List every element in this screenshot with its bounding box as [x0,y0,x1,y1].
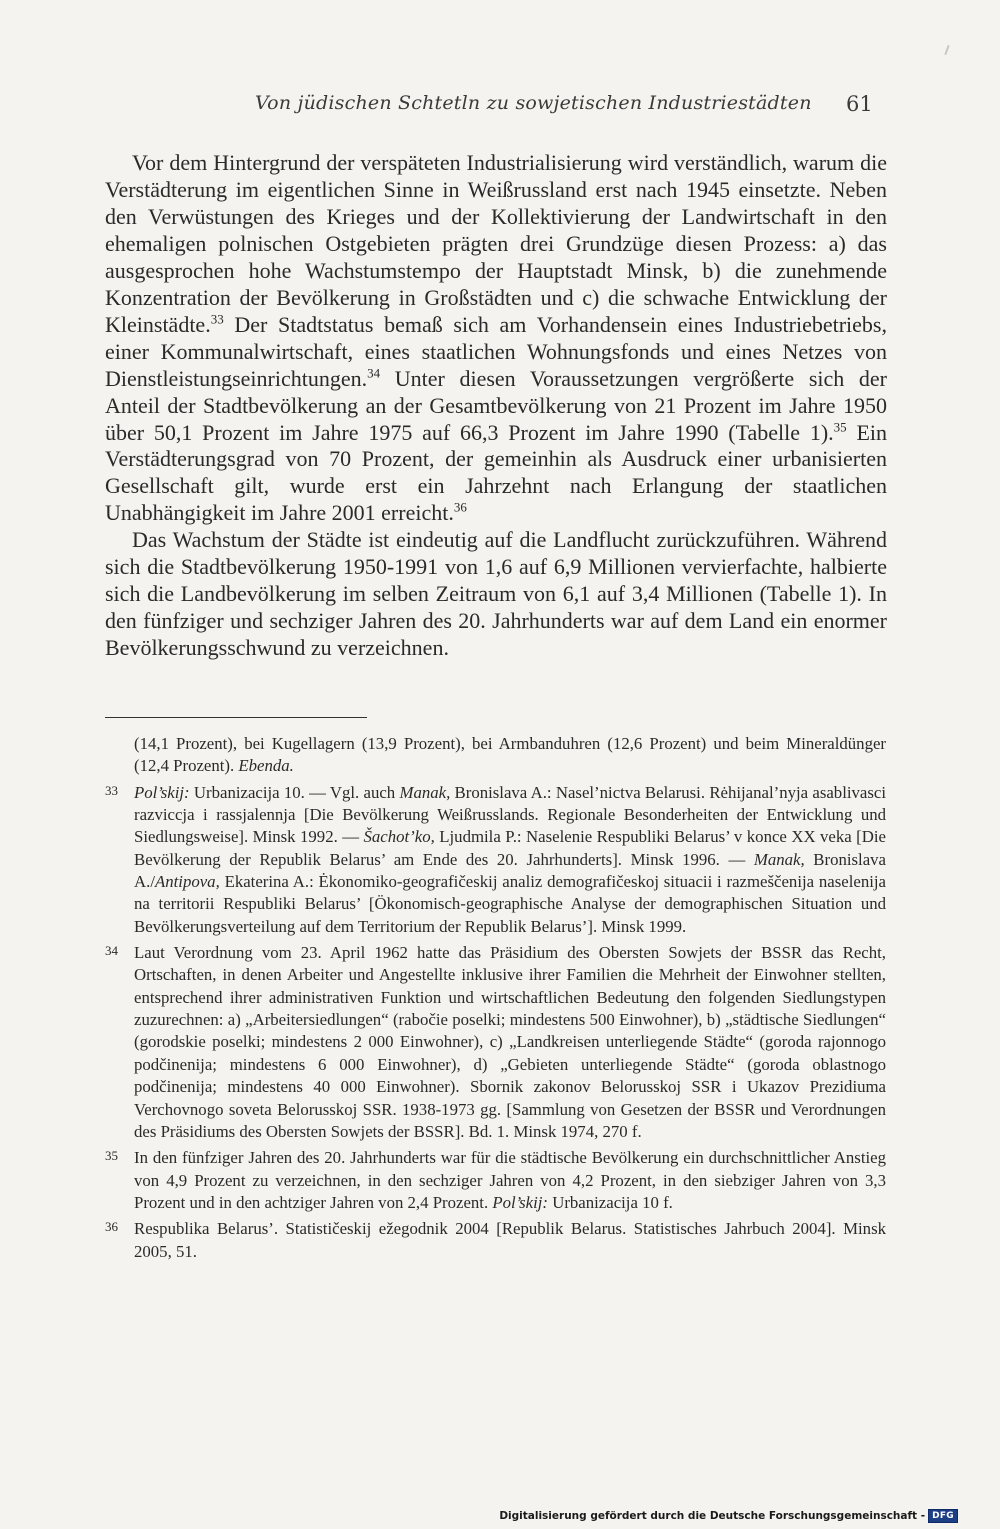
author-name: Antipova, [154,872,220,892]
footnote-ref[interactable]: 34 [367,365,381,381]
main-text [105,150,887,662]
paragraph [105,150,887,527]
footnote-divider [105,717,367,718]
paragraph-text: Unter diesen Voraussetzungen vergrößerte sich der Anteil der Stadtbevölkerung an der Gesamtbevölkerung von 21 Prozent im Jahre 1950 über 50,1 Prozent im Jahre 1975 auf 66,3 Prozent im Jahre 1990 (Tabelle 1). [105,365,887,445]
footnote-ref[interactable]: 35 [833,419,847,435]
author-name: Manak, [399,782,451,802]
footnote-text: Urbanizacija 10 f. [548,1192,673,1212]
footnote-number: 35 [105,1148,118,1164]
digitization-credit [499,1509,958,1523]
footnote-text: (14,1 Prozent), bei Kugellagern (13,9 Prozent), bei Armbanduhren (12,6 Prozent) und beim Mineraldünger (12,4 Prozent). [134,734,886,776]
footnote-33 [105,782,886,938]
footnote-number: 34 [105,943,118,959]
footnote-number: 33 [105,782,118,798]
author-name: Pol’skij: [134,782,190,802]
footnote-text: Bronislava A.: Nasel’nictva Belarusi. Rėhijanal’nyja asablivasci razviccja i rassjalennja [Die Bevölkerung Weißrusslands. Regionale Besonderheiten der Entwicklung und Siedlungsweise]. Minsk 1992. — [134,782,886,847]
footnote-text: Urbanizacija 10. — Vgl. auch [189,782,400,802]
footnote-number: 36 [105,1219,118,1235]
footnote-ref[interactable]: 33 [210,311,224,327]
credit-text: Digitalisierung gefördert durch die Deutsche Forschungsgemeinschaft - [499,1510,926,1522]
author-name: Pol’skij: [492,1192,548,1212]
paragraph: Das Wachstum der Städte ist eindeutig auf die Landflucht zurückzuführen. Während sich die Stadtbevölkerung 1950-1991 von 1,6 auf 6,9 Millionen vervierfachte, halbierte sich die Landbevölkerung im selben Zeitraum von 6,1 auf 3,4 Millionen (Tabelle 1). In den fünfziger und sechziger Jahren des 20. Jahrhunderts war auf dem Land ein enormer Bevölkerungsschwund zu verzeichnen. [105,527,887,661]
footnote-continuation [105,733,886,778]
author-name: Manak, [753,849,805,869]
footnote-35 [105,1147,886,1214]
paragraph-text: Ein Verstädterungsgrad von 70 Prozent, der gemeinhin als Ausdruck einer urbanisierten Gesellschaft gilt, wurde erst ein Jahrzehnt nach Erlangung der staatlichen Unabhängigkeit im Jahre 2001 erreicht. [105,419,887,526]
footnote-text: Ebenda. [238,756,294,776]
author-name: Šachot’ko, [363,827,435,847]
footnote-text: Bronislava A./ [134,849,886,892]
footnote-ref[interactable]: 36 [453,500,467,516]
page-number: 61 [846,92,873,116]
running-head: Von jüdischen Schtetln zu sowjetischen Industriestädten [255,92,812,114]
footnote-34 [105,942,886,1143]
footnote-text: Respublika Belarus’. Statističeskij ežegodnik 2004 [Republik Belarus. Statistisches Jahrbuch 2004]. Minsk 2005, 51. [134,1219,886,1261]
footnote-text: In den fünfziger Jahren des 20. Jahrhunderts war für die städtische Bevölkerung ein durchschnittlicher Anstieg von 4,9 Prozent zu verzeichnen, in den sechziger Jahren von 4,2 Prozent, in den siebziger Jahren von 3,3 Prozent und in den achtziger Jahren von 2,4 Prozent. [134,1148,886,1212]
footnote-text: Ljudmila P.: Naselenie Respubliki Belarus’ v konce XX veka [Die Bevölkerung der Republik Belarus’ am Ende des 20. Jahrhunderts]. Minsk 1996. — [134,827,886,869]
footnote-text: Ekaterina A.: Ėkonomiko-geografičeskij analiz demografičeskoj situacii i razmeščenija naselenija na territorii Respubliki Belarus’ [Ökonomisch-geographische Analyse der demographischen Situation und Bevölkerungsverteilung auf dem Territorium der Republik Belarus’]. Minsk 1999. [134,872,886,936]
dfg-logo: DFG [928,1509,958,1523]
footnote-text: Laut Verordnung vom 23. April 1962 hatte das Präsidium des Obersten Sowjets der BSSR das Recht, Ortschaften, in denen Arbeiter und Angestellte inklusive ihrer Familien die Mehrheit der Einwohner stellten, entsprechend ihrer administrativen Funktion und wirtschaftlichen Bedeutung den folgenden Siedlungstypen zuzurechnen: a) „Arbeitersiedlungen“ (rabočie poselki; mindestens 500 Einwohner), b) „städtische Siedlungen“ (gorodskie poselki; mindestens 2 000 Einwohner), c) „Landkreisen unterliegende Städte“ (goroda rajonnogo podčinenija; mindestens 6 000 Einwohner), d) „Gebieten unterliegende Städte“ (goroda oblastnogo podčinenija; mindestens 40 000 Einwohner). Sbornik zakonov Belorusskoj SSR i Ukazov Prezidiuma Verchovnogo soveta Belorusskoj SSR. 1938-1973 gg. [Sammlung von Gesetzen der BSSR und Verordnungen des Präsidiums des Obersten Sowjets der BSSR]. Bd. 1. Minsk 1974, 270 f. [134,943,886,1141]
paragraph-text: Vor dem Hintergrund der verspäteten Industrialisierung wird verständlich, warum die Verstädterung im eigentlichen Sinne in Weißrussland erst nach 1945 einsetzte. Neben den Verwüstungen des Krieges und der Kollektivierung der Landwirtschaft in den ehemaligen polnischen Ostgebieten prägten drei Grundzüge diesen Prozess: a) das ausgesprochen hohe Wachstumstempo der Hauptstadt Minsk, b) die zunehmende Konzentration der Bevölkerung in Großstädten und c) die schwache Entwicklung der Kleinstädte. [105,150,887,337]
paragraph-text: Der Stadtstatus bemaß sich am Vorhandensein eines Industriebetriebs, einer Kommunalwirtschaft, eines staatlichen Wohnungsfonds und eines Netzes von Dienstleistungseinrichtungen. [105,311,887,391]
footnote-36 [105,1218,886,1263]
scan-artifact [944,45,949,55]
footnotes [105,733,886,1267]
